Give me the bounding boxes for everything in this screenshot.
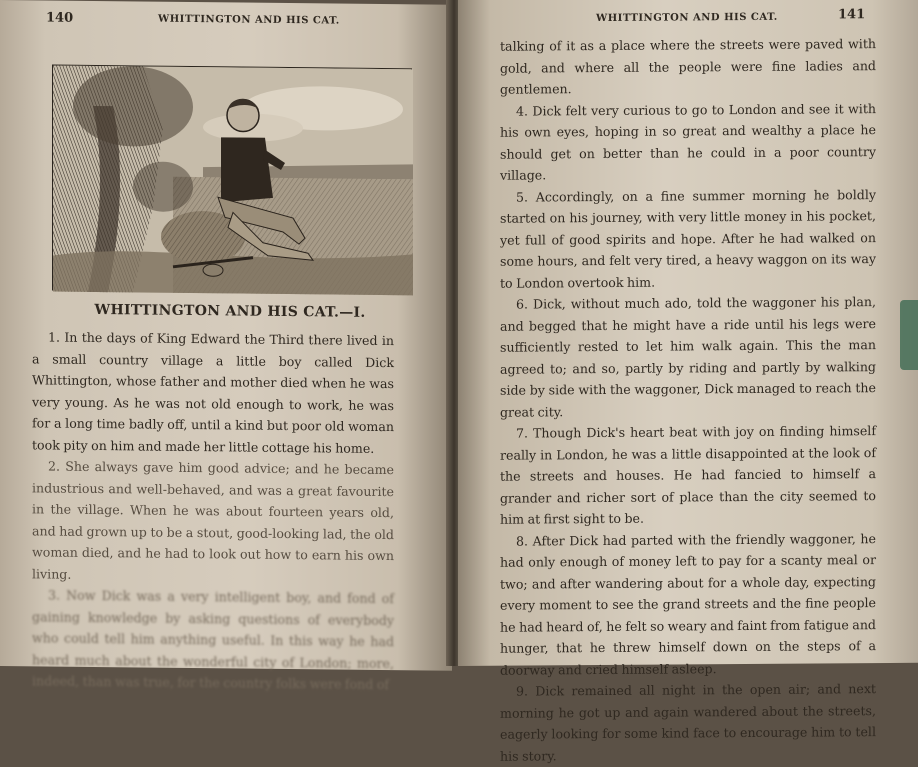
page-number-left: 140	[46, 10, 74, 26]
running-head-right: WHITTINGTON AND HIS CAT.	[596, 11, 778, 25]
continued-paragraph: talking of it as a place where the streets were paved with gold, and where all the people were fine ladies and gentlemen.	[500, 36, 876, 97]
running-head-left: WHITTINGTON AND HIS CAT.	[158, 13, 340, 27]
paragraph-5: 5. Accordingly, on a fine summer morning he boldly started on his journey, with very little money in his pocket, yet full of good spirits and hope. After he had walked on some hours, and felt very tired, a heavy waggon on its way to London overtook him.	[500, 186, 876, 291]
paragraph-1: 1. In the days of King Edward the Third there lived in a small country village a little boy called Dick Whittington, whose father and mother died when he was very young. As he was not old enough to work, he was for a long time badly off, until a kind but poor old woman took pity on him and made her little cottage his home.	[32, 329, 394, 456]
page-number-right: 141	[838, 7, 866, 23]
paragraph-9: 9. Dick remained all night in the open air; and next morning he got up and again wandered about the streets, eagerly looking for some kind face to encourage him to tell his story.	[500, 681, 876, 764]
left-page	[0, 0, 452, 693]
paragraph-6: 6. Dick, without much ado, told the waggoner his plan, and begged that he might have a ride until his legs were sufficiently rested to let him walk again. This the man agreed to; and so, partly by riding and partly by walking side by side with the waggoner, Dick managed to reach the great city.	[500, 294, 876, 420]
background-object	[900, 300, 918, 370]
paragraph-3: 3. Now Dick was a very intelligent boy, and fond of gaining knowledge by asking questions of everybody who could tell him anything useful. In this way he had heard much about the wonderful city of London; more, indeed, than was true, for the country folks were fond of	[32, 587, 394, 693]
paragraph-7: 7. Though Dick's heart beat with joy on finding himself really in London, he was a little disappointed at the look of the streets and houses. He had fancied to himself a grander and richer sort of place than the city seemed to him at first sight to be.	[500, 423, 876, 527]
chapter-title: WHITTINGTON AND HIS CAT.—I.	[94, 301, 366, 321]
paragraph-2: 2. She always gave him good advice; and he became industrious and well-behaved, and was a great favourite in the village. When he was about fourteen years old, and had grown up to be a stout, good-looking lad, the old woman died, and he had to look out how to earn his own living.	[32, 458, 394, 582]
right-body-text	[500, 33, 876, 767]
engraving-illustration	[52, 65, 412, 295]
paragraph-8: 8. After Dick had parted with the friendly waggoner, he had only enough of money left to pay for a scanty meal or two; and after wandering about for a whole day, expecting every moment to see the grand streets and the fine people he had heard of, he felt so weary and faint from fatigue and hunger, that he threw himself down on the steps of a doorway and cried himself asleep.	[500, 530, 876, 678]
boy-resting-engraving	[53, 66, 413, 296]
left-body-text	[32, 326, 394, 695]
right-page	[458, 0, 918, 764]
paragraph-4: 4. Dick felt very curious to go to London and see it with his own eyes, hoping in so great and wealthy a place he should get on better than he could in a poor country village.	[500, 100, 876, 183]
